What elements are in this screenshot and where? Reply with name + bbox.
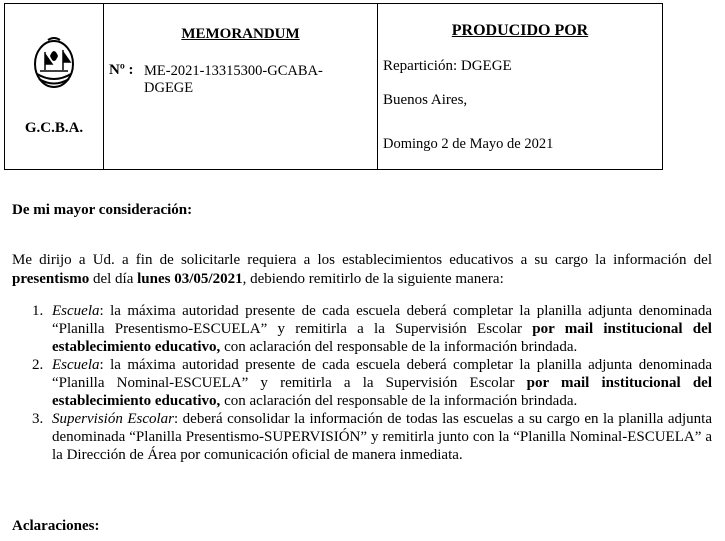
list-item-number: 1. [32,303,44,319]
intro-text-2: del día [89,271,138,287]
list-item-role: Escuela [52,357,100,373]
reparticion: Repartición: DGEGE [383,58,512,74]
clarifications-heading: Aclaraciones: [12,518,100,534]
list-item-bold: por mail institucional del establecimiento educativo, [52,375,712,409]
produced-by-title: PRODUCIDO POR [451,22,589,39]
list-item-number: 3. [32,411,44,427]
memo-date: Domingo 2 de Mayo de 2021 [383,136,554,152]
list-item-number: 2. [32,357,44,373]
intro-bold-date: lunes 03/05/2021 [137,271,243,287]
list-item [12,410,712,464]
list-item-text: : la máxima autoridad presente de cada escuela deberá completar la planilla adjunta denominada “Planilla Presentismo-ESCUELA” y remitirla a la Supervisión Escolar [52,303,712,337]
city-shield-icon [32,34,76,90]
list-item-bold: por mail institucional del establecimiento educativo, [52,321,712,355]
org-abbrev: G.C.B.A. [24,120,84,136]
intro-text-1: Me dirijo a Ud. a fin de solicitarle requiera a los establecimientos educativos a su cargo la información del [12,252,712,268]
list-item-text: : la máxima autoridad presente de cada escuela deberá completar la planilla adjunta denominada “Planilla Nominal-ESCUELA” y remitirla a la Supervisión Escolar [52,357,712,391]
intro-paragraph [12,251,712,289]
list-item-role: Supervisión Escolar [52,411,174,427]
memo-cell [104,4,378,170]
produced-by-cell [378,4,663,170]
memo-header [4,3,663,170]
intro-text-3: , debiendo remitirlo de la siguiente manera: [242,271,504,287]
instructions-list [12,302,712,464]
city: Buenos Aires, [383,92,468,108]
list-item [12,356,712,410]
list-item-text-end: con aclaración del responsable de la información brindada. [220,339,578,355]
intro-bold-presentismo: presentismo [12,271,90,287]
memo-number: ME-2021-13315300-GCABA-DGEGE [144,63,323,96]
list-item-text: : deberá consolidar la información de todas las escuelas a su cargo en la planilla adjunta denominada “Planilla Presentismo-SUPERVISIÓN” y remitirla junto con la “Planilla Nominal-ESCUELA” a la Dirección de Área por comunicación oficial de manera inmediata. [52,411,712,463]
greeting: De mi mayor consideración: [12,202,193,218]
memo-title: MEMORANDUM [181,26,300,42]
number-label: Nº : [109,62,134,78]
logo-cell [5,4,104,170]
list-item [12,302,712,356]
list-item-text-end: con aclaración del responsable de la información brindada. [220,393,578,409]
list-item-role: Escuela [52,303,100,319]
